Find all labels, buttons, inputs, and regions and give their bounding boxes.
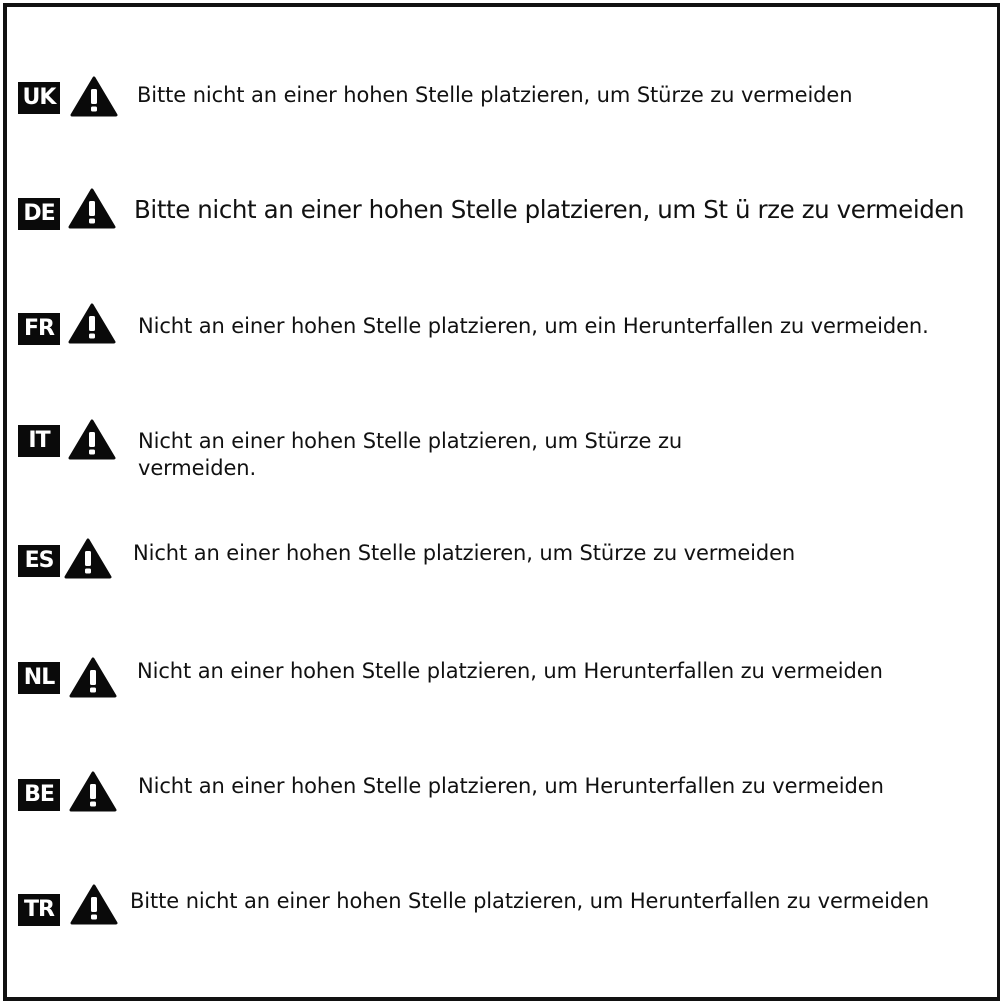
warning-triangle-icon [64, 537, 112, 579]
warning-triangle-icon [68, 418, 116, 460]
warning-triangle-icon [68, 302, 116, 344]
warning-row-tr [0, 882, 1000, 942]
warning-text-de: Bitte nicht an einer hohen Stelle platzieren, um St ü rze zu vermeiden [134, 195, 965, 224]
warning-row-de [0, 185, 1000, 245]
warning-text-fr: Nicht an einer hohen Stelle platzieren, um ein Herunterfallen zu vermeiden. [138, 314, 929, 338]
warning-sheet-frame [3, 3, 1000, 1001]
warning-triangle-icon [68, 187, 116, 229]
warning-triangle-icon [69, 656, 117, 698]
country-badge-nl: NL [18, 662, 60, 694]
country-badge-fr: FR [18, 313, 60, 345]
warning-row-be [0, 767, 1000, 827]
warning-text-be: Nicht an einer hohen Stelle platzieren, um Herunterfallen zu vermeiden [138, 774, 884, 798]
warning-row-it [0, 415, 1000, 480]
country-badge-uk: UK [18, 82, 60, 114]
country-badge-tr: TR [18, 894, 60, 926]
warning-row-nl [0, 652, 1000, 712]
warning-triangle-icon [70, 883, 118, 925]
warning-text-nl: Nicht an einer hohen Stelle platzieren, um Herunterfallen zu vermeiden [137, 659, 883, 683]
warning-text-it: Nicht an einer hohen Stelle platzieren, um Stürze zu vermeiden. [138, 429, 683, 480]
country-badge-de: DE [18, 198, 60, 230]
warning-triangle-icon [69, 770, 117, 812]
warning-row-es [0, 535, 1000, 595]
warning-row-uk [0, 70, 1000, 130]
country-badge-es: ES [18, 545, 60, 577]
country-badge-it: IT [18, 425, 60, 457]
warning-triangle-icon [70, 75, 118, 117]
warning-row-fr [0, 300, 1000, 360]
warning-text-uk: Bitte nicht an einer hohen Stelle platzieren, um Stürze zu vermeiden [137, 83, 853, 107]
warning-text-tr: Bitte nicht an einer hohen Stelle platzieren, um Herunterfallen zu vermeiden [130, 889, 930, 913]
warning-text-es: Nicht an einer hohen Stelle platzieren, um Stürze zu vermeiden [133, 541, 796, 565]
country-badge-be: BE [18, 779, 60, 811]
